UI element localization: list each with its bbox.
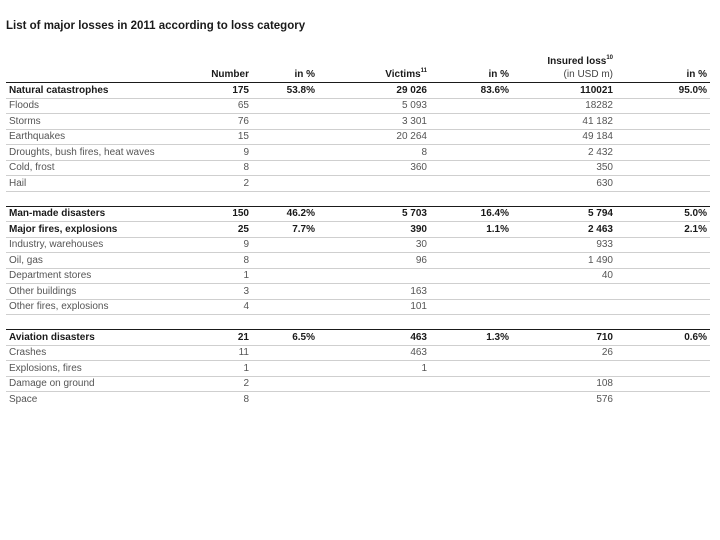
cell-pct-victims [430, 129, 512, 145]
cell-victims: 463 [318, 345, 430, 361]
cell-number: 150 [194, 206, 252, 222]
table-row [6, 237, 710, 253]
table-row [6, 299, 710, 315]
header-category [6, 52, 194, 83]
row-label: Earthquakes [6, 129, 194, 145]
row-label: Aviation disasters [6, 330, 194, 346]
cell-pct-insured: 2.1% [616, 222, 710, 238]
cell-insured: 5 794 [512, 206, 616, 222]
cell-victims [318, 392, 430, 407]
cell-insured: 576 [512, 392, 616, 407]
row-label: Natural catastrophes [6, 83, 194, 99]
cell-pct-number [252, 376, 318, 392]
header-victims-label: Victims [385, 69, 421, 80]
cell-pct-number [252, 253, 318, 269]
cell-victims: 101 [318, 299, 430, 315]
header-insured-footnote: 10 [606, 55, 613, 61]
cell-pct-victims [430, 114, 512, 130]
cell-number: 11 [194, 345, 252, 361]
cell-pct-number [252, 268, 318, 284]
page-title: List of major losses in 2011 according to loss category [6, 20, 306, 32]
cell-insured: 49 184 [512, 129, 616, 145]
cell-number: 25 [194, 222, 252, 238]
cell-pct-victims [430, 345, 512, 361]
row-label: Space [6, 392, 194, 407]
cell-victims: 8 [318, 145, 430, 161]
header-insured [512, 52, 616, 83]
table-row-aviation-disasters [6, 330, 710, 346]
cell-victims [318, 268, 430, 284]
cell-insured [512, 299, 616, 315]
header-pct-insured: in % [616, 52, 710, 83]
cell-victims: 163 [318, 284, 430, 300]
row-label: Department stores [6, 268, 194, 284]
cell-insured: 1 490 [512, 253, 616, 269]
cell-insured: 26 [512, 345, 616, 361]
spacer-row [6, 191, 710, 206]
cell-pct-victims [430, 253, 512, 269]
table-row [6, 129, 710, 145]
table-row [6, 268, 710, 284]
cell-pct-victims [430, 392, 512, 407]
cell-number: 4 [194, 299, 252, 315]
cell-pct-insured [616, 345, 710, 361]
cell-pct-number [252, 299, 318, 315]
cell-victims: 3 301 [318, 114, 430, 130]
cell-pct-victims: 83.6% [430, 83, 512, 99]
cell-pct-insured [616, 237, 710, 253]
cell-victims: 390 [318, 222, 430, 238]
row-label: Other buildings [6, 284, 194, 300]
spacer-cell [6, 315, 710, 330]
spacer-cell [6, 191, 710, 206]
cell-number: 2 [194, 176, 252, 192]
cell-number: 8 [194, 392, 252, 407]
row-label: Other fires, explosions [6, 299, 194, 315]
cell-victims [318, 176, 430, 192]
cell-victims: 20 264 [318, 129, 430, 145]
cell-pct-victims [430, 376, 512, 392]
cell-pct-insured [616, 299, 710, 315]
cell-pct-victims [430, 361, 512, 377]
cell-insured: 2 463 [512, 222, 616, 238]
header-insured-unit: (in USD m) [563, 69, 613, 80]
cell-pct-number: 53.8% [252, 83, 318, 99]
cell-pct-insured: 0.6% [616, 330, 710, 346]
spacer-row [6, 315, 710, 330]
row-label: Droughts, bush fires, heat waves [6, 145, 194, 161]
cell-pct-number [252, 98, 318, 114]
cell-pct-victims [430, 237, 512, 253]
cell-insured: 2 432 [512, 145, 616, 161]
cell-pct-number [252, 160, 318, 176]
cell-insured: 18282 [512, 98, 616, 114]
table-row [6, 284, 710, 300]
header-victims [318, 52, 430, 83]
cell-insured: 933 [512, 237, 616, 253]
cell-insured: 710 [512, 330, 616, 346]
cell-pct-insured [616, 129, 710, 145]
cell-pct-victims [430, 299, 512, 315]
cell-pct-insured: 5.0% [616, 206, 710, 222]
cell-pct-insured [616, 98, 710, 114]
cell-pct-insured [616, 253, 710, 269]
cell-pct-insured [616, 268, 710, 284]
cell-pct-insured: 95.0% [616, 83, 710, 99]
cell-number: 2 [194, 376, 252, 392]
row-label: Cold, frost [6, 160, 194, 176]
table-row [6, 361, 710, 377]
row-label: Floods [6, 98, 194, 114]
cell-victims: 463 [318, 330, 430, 346]
cell-pct-insured [616, 145, 710, 161]
row-label: Man-made disasters [6, 206, 194, 222]
header-number: Number [194, 52, 252, 83]
table-row [6, 392, 710, 407]
cell-victims [318, 376, 430, 392]
cell-pct-number [252, 345, 318, 361]
cell-insured: 40 [512, 268, 616, 284]
cell-number: 9 [194, 145, 252, 161]
table-row-man-made-disasters [6, 206, 710, 222]
cell-pct-insured [616, 392, 710, 407]
cell-pct-insured [616, 376, 710, 392]
table-row [6, 98, 710, 114]
cell-number: 15 [194, 129, 252, 145]
cell-pct-victims [430, 145, 512, 161]
cell-victims: 360 [318, 160, 430, 176]
cell-insured [512, 361, 616, 377]
row-label: Damage on ground [6, 376, 194, 392]
cell-pct-insured [616, 284, 710, 300]
cell-pct-victims [430, 284, 512, 300]
cell-pct-victims [430, 160, 512, 176]
cell-pct-number: 7.7% [252, 222, 318, 238]
table-row [6, 376, 710, 392]
header-row [6, 52, 710, 83]
cell-pct-number [252, 284, 318, 300]
cell-insured [512, 284, 616, 300]
table-row [6, 160, 710, 176]
table-row [6, 145, 710, 161]
row-label: Industry, warehouses [6, 237, 194, 253]
table-row [6, 176, 710, 192]
row-label: Storms [6, 114, 194, 130]
cell-victims: 5 093 [318, 98, 430, 114]
cell-pct-number [252, 145, 318, 161]
cell-number: 1 [194, 268, 252, 284]
header-pct-victims: in % [430, 52, 512, 83]
cell-number: 8 [194, 160, 252, 176]
cell-pct-victims: 16.4% [430, 206, 512, 222]
cell-pct-number [252, 114, 318, 130]
cell-number: 21 [194, 330, 252, 346]
cell-insured: 108 [512, 376, 616, 392]
cell-victims: 1 [318, 361, 430, 377]
table-row [6, 114, 710, 130]
cell-number: 76 [194, 114, 252, 130]
cell-pct-insured [616, 114, 710, 130]
table-row-natural-catastrophes [6, 83, 710, 99]
cell-victims: 29 026 [318, 83, 430, 99]
cell-pct-insured [616, 361, 710, 377]
cell-pct-number [252, 361, 318, 377]
cell-victims: 96 [318, 253, 430, 269]
row-label: Explosions, fires [6, 361, 194, 377]
cell-victims: 30 [318, 237, 430, 253]
cell-pct-number [252, 176, 318, 192]
loss-table [6, 52, 710, 407]
cell-pct-victims: 1.3% [430, 330, 512, 346]
cell-pct-number: 6.5% [252, 330, 318, 346]
cell-number: 1 [194, 361, 252, 377]
cell-number: 175 [194, 83, 252, 99]
cell-victims: 5 703 [318, 206, 430, 222]
cell-insured: 630 [512, 176, 616, 192]
cell-pct-insured [616, 160, 710, 176]
row-label: Hail [6, 176, 194, 192]
cell-pct-number [252, 392, 318, 407]
header-pct-number: in % [252, 52, 318, 83]
cell-number: 8 [194, 253, 252, 269]
cell-number: 3 [194, 284, 252, 300]
row-label: Major fires, explosions [6, 222, 194, 238]
table-row [6, 253, 710, 269]
cell-pct-number [252, 237, 318, 253]
cell-pct-insured [616, 176, 710, 192]
cell-pct-victims [430, 268, 512, 284]
row-label: Crashes [6, 345, 194, 361]
cell-number: 9 [194, 237, 252, 253]
cell-insured: 110021 [512, 83, 616, 99]
row-label: Oil, gas [6, 253, 194, 269]
cell-number: 65 [194, 98, 252, 114]
cell-insured: 41 182 [512, 114, 616, 130]
cell-pct-number: 46.2% [252, 206, 318, 222]
cell-pct-victims [430, 176, 512, 192]
cell-pct-victims [430, 98, 512, 114]
header-victims-footnote: 11 [420, 68, 427, 74]
table-row-major-fires-explosions [6, 222, 710, 238]
header-insured-label: Insured loss [547, 56, 607, 67]
cell-insured: 350 [512, 160, 616, 176]
table-row [6, 345, 710, 361]
cell-pct-victims: 1.1% [430, 222, 512, 238]
cell-pct-number [252, 129, 318, 145]
